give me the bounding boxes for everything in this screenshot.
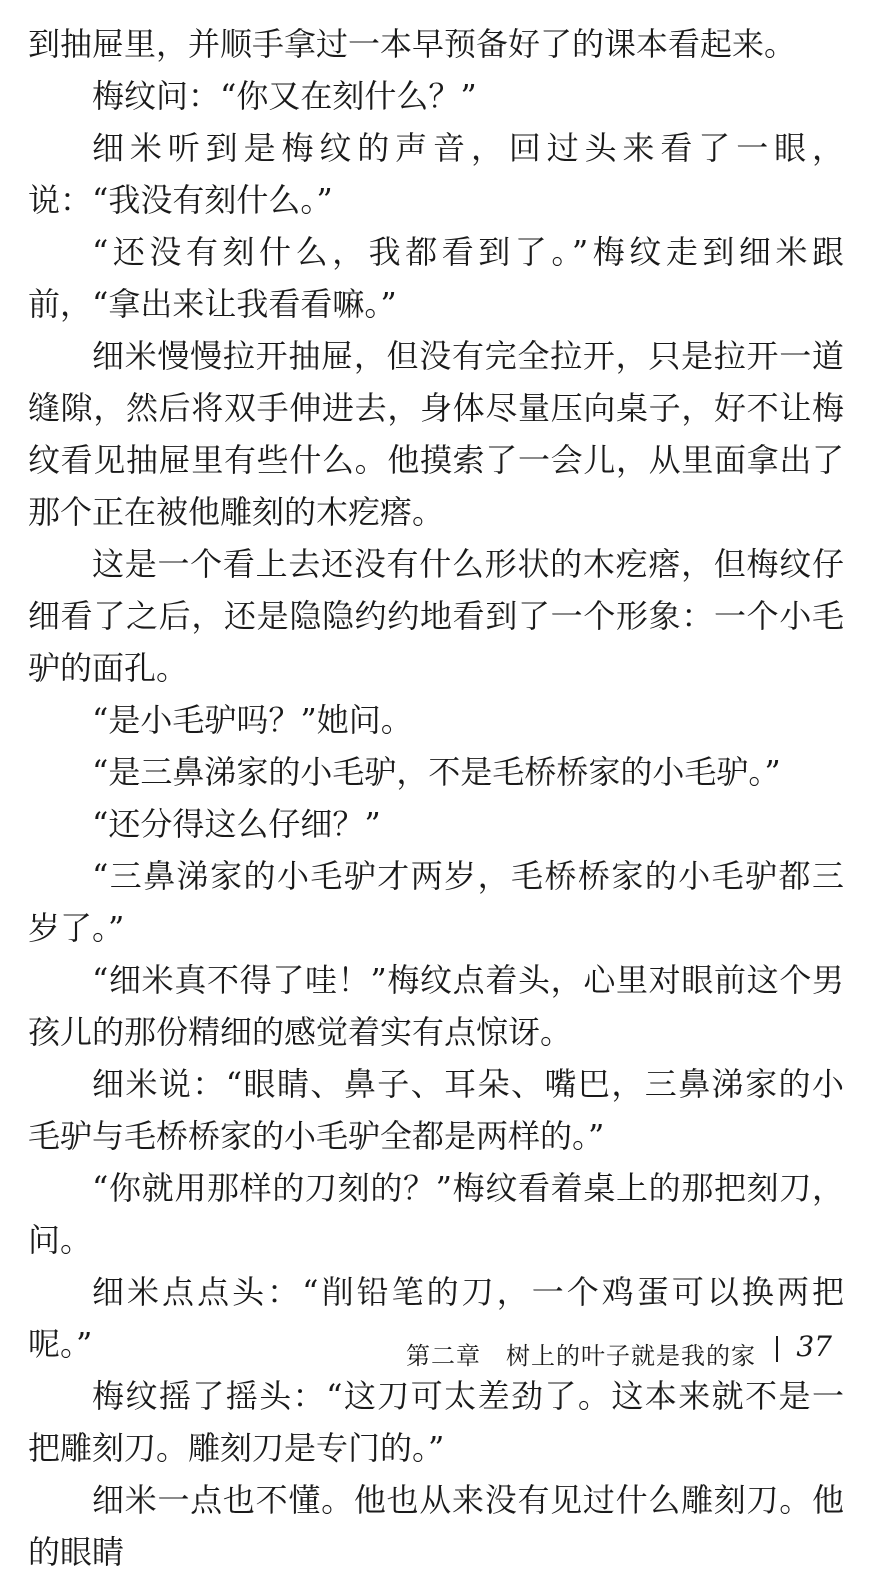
page-footer: [0, 1330, 872, 1370]
paragraph: “是小毛驴吗？”她问。: [92, 701, 413, 739]
paragraph: “你就用那样的刀刻的？”梅纹看着桌上的那把刻刀，问。: [28, 1169, 844, 1259]
paragraph: 细米说：“眼睛、鼻子、耳朵、嘴巴，三鼻涕家的小毛驴与毛桥桥家的小毛驴全都是两样的。”: [28, 1065, 844, 1155]
paragraph: 这是一个看上去还没有什么形状的木疙瘩，但梅纹仔细看了之后，还是隐隐约约地看到了一个形象：一个小毛驴的面孔。: [28, 545, 844, 687]
footer-divider: [776, 1336, 778, 1362]
paragraph: “细米真不得了哇！”梅纹点着头，心里对眼前这个男孩儿的那份精细的感觉着实有点惊讶。: [28, 961, 844, 1051]
paragraph: 到抽屉里，并顺手拿过一本早预备好了的课本看起来。: [28, 25, 797, 63]
paragraph: 细米一点也不懂。他也从来没有见过什么雕刻刀。他的眼睛: [28, 1481, 844, 1571]
paragraph: “三鼻涕家的小毛驴才两岁，毛桥桥家的小毛驴都三岁了。”: [28, 857, 844, 947]
paragraph: 细米慢慢拉开抽屉，但没有完全拉开，只是拉开一道缝隙，然后将双手伸进去，身体尽量压向桌子，好不让梅纹看见抽屉里有些什么。他摸索了一会儿，从里面拿出了那个正在被他雕刻的木疙瘩。: [28, 337, 844, 531]
page-number: 37: [796, 1330, 832, 1363]
paragraph: 梅纹问：“你又在刻什么？”: [92, 77, 477, 115]
paragraph: 梅纹摇了摇头：“这刀可太差劲了。这本来就不是一把雕刻刀。雕刻刀是专门的。”: [28, 1377, 844, 1467]
paragraph: 细米听到是梅纹的声音，回过头来看了一眼，说：“我没有刻什么。”: [28, 129, 844, 219]
paragraph: “是三鼻涕家的小毛驴，不是毛桥桥家的小毛驴。”: [92, 753, 781, 791]
paragraph: “还分得这么仔细？”: [92, 805, 381, 843]
paragraph: 细米点点头：“削铅笔的刀，一个鸡蛋可以换两把呢。”: [28, 1273, 844, 1363]
chapter-title: 第二章 树上的叶子就是我的家: [406, 1342, 756, 1370]
paragraph: “还没有刻什么，我都看到了。”梅纹走到细米跟前，“拿出来让我看看嘛。”: [28, 233, 844, 323]
